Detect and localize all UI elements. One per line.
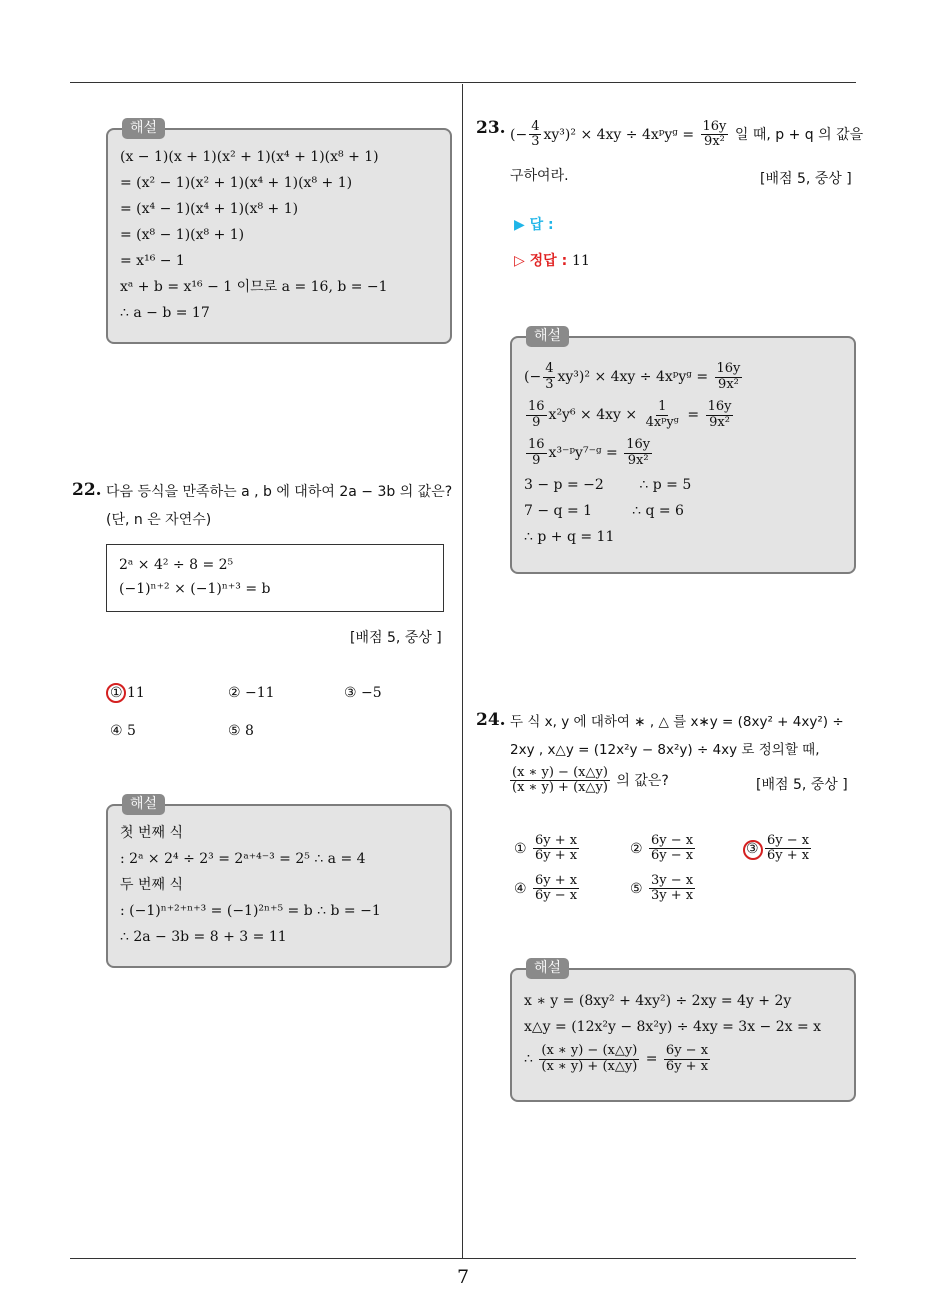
q22-number: 22.	[72, 480, 102, 500]
q23-correct-answer	[514, 250, 590, 270]
solution-tag: 해설	[122, 794, 165, 815]
q22-choice-3[interactable]: ③ −5	[344, 685, 382, 701]
top-rule	[70, 82, 856, 83]
solution-line: : 2ᵃ × 2⁴ ÷ 2³ = 2ᵃ⁺⁴⁻³ = 2⁵ ∴ a = 4	[120, 851, 366, 867]
solution-line: ∴ 2a − 3b = 8 + 3 = 11	[120, 929, 287, 945]
solution-line: (− $\frac{4}{3}$ xy³)² × 4xy ÷ 4xᵖyᵍ = $\frac{16y}{\text{9x²}}$	[524, 361, 741, 392]
q23-frac-b: $\frac{16y}{\text{9x²}}$	[702, 119, 727, 150]
q23-solution-box	[510, 328, 856, 574]
solution-line: ∴ a − b = 17	[120, 305, 210, 321]
solution-line: 첫 번째 식	[120, 825, 183, 841]
q22-condition-2: (−1)ⁿ⁺² × (−1)ⁿ⁺³ = b	[119, 581, 271, 597]
q22-choice-2[interactable]: ② −11	[228, 685, 275, 701]
q22-score: [배점 5, 중상 ]	[350, 630, 442, 646]
solution-line: = x¹⁶ − 1	[120, 253, 185, 269]
q23-mid: × 4xy ÷ 4xᵖyᵍ =	[580, 126, 695, 143]
page-number: 7	[456, 1266, 470, 1288]
q23-text	[510, 119, 864, 150]
q24-text-line3	[508, 766, 669, 796]
solution-line: ∴ p + q = 11	[524, 529, 615, 545]
q24-score: [배점 5, 중상 ]	[756, 777, 848, 793]
solution-line: (x − 1)(x + 1)(x² + 1)(x⁴ + 1)(x⁸ + 1)	[120, 149, 379, 165]
q24-text-line1: 두 식 x, y 에 대하여 ∗ , △ 를 x∗y = (8xy² + 4xy²) ÷	[510, 714, 844, 730]
q22-condition-box	[106, 544, 444, 612]
q23-text-line2: 구하여라.	[510, 168, 569, 184]
q24-choice-5[interactable]: ⑤ $\frac{3y - x}{3y + x}$	[630, 873, 694, 904]
solution-line: xᵃ + b = x¹⁶ − 1 이므로 a = 16, b = −1	[120, 279, 388, 295]
q24-text-tail: 의 값은?	[616, 772, 669, 789]
solution-line: : (−1)ⁿ⁺²⁺ⁿ⁺³ = (−1)²ⁿ⁺⁵ = b ∴ b = −1	[120, 903, 381, 919]
solution-tag: 해설	[526, 958, 569, 979]
q23-answer-label: ▶ 답 :	[514, 217, 554, 233]
solution-line: 7 − q = 1 ∴ q = 6	[524, 503, 684, 519]
q22-text-line2: (단, n 은 자연수)	[106, 512, 212, 528]
q24-text-line2: 2xy , x△y = (12x²y − 8x²y) ÷ 4xy 로 정의할 때,	[510, 742, 820, 758]
column-divider	[462, 84, 463, 1258]
solution-line: x△y = (12x²y − 8x²y) ÷ 4xy = 3x − 2x = x	[524, 1019, 822, 1035]
solution-line: x ∗ y = (8xy² + 4xy²) ÷ 2xy = 4y + 2y	[524, 993, 792, 1009]
solution-line: = (x⁴ − 1)(x⁴ + 1)(x⁸ + 1)	[120, 201, 299, 217]
q22-choice-5[interactable]: ⑤ 8	[228, 723, 254, 739]
q24-choice-4[interactable]: ④ $\frac{6y + x}{6y - x}$	[514, 873, 578, 904]
solution-line: $\frac{16}{9}$ x³⁻ᵖy⁷⁻ᵍ = $\frac{16y}{\text{9x²}}$	[528, 437, 651, 468]
q23-term: xy³)²	[543, 126, 576, 143]
q24-solution-box	[510, 960, 856, 1102]
correct-value: 11	[572, 253, 590, 269]
q24-choice-1[interactable]: ① $\frac{6y + x}{6y + x}$	[514, 833, 578, 864]
q23-lead: (−	[510, 126, 528, 143]
q22-text	[106, 478, 456, 534]
q22-choice-4[interactable]: ④ 5	[110, 723, 136, 739]
solution-tag: 해설	[122, 118, 165, 139]
q23-score: [배점 5, 중상 ]	[760, 171, 852, 187]
solution-line: $\frac{16}{9}$ x²y⁶ × 4xy × $\frac{1}{\text{4xᵖyᵍ}}$ = $\frac{16y}{\text{9x²}}$	[528, 399, 732, 430]
q23-text-tail: 일 때, p + q 의 값을	[734, 126, 864, 143]
q22-text-line1: 다음 등식을 만족하는 a , b 에 대하여 2a − 3b 의 값은?	[106, 484, 453, 500]
q23-frac-a: $\frac{4}{3}$	[531, 119, 540, 150]
solution-line: 두 번째 식	[120, 877, 183, 893]
q24-choice-3[interactable]: ③ $\frac{6y - x}{6y + x}$	[746, 833, 810, 864]
solution-line: = (x² − 1)(x² + 1)(x⁴ + 1)(x⁸ + 1)	[120, 175, 353, 191]
correct-label: ▷ 정답 :	[514, 253, 568, 269]
q22-condition-1: 2ᵃ × 4² ÷ 8 = 2⁵	[119, 557, 234, 573]
solution-line: ∴ $\frac{(x ∗ y) - (x\triangle y)}{(x ∗ y) + (x\triangle y)}$ = $\frac{6y - x}{6y + x}$	[524, 1043, 709, 1074]
q24-choice-2[interactable]: ② $\frac{6y - x}{6y - x}$	[630, 833, 694, 864]
solution-line: = (x⁸ − 1)(x⁸ + 1)	[120, 227, 245, 243]
bottom-rule	[70, 1258, 856, 1259]
q21-solution-box	[106, 120, 452, 344]
q22-choice-1[interactable]: ① 11	[110, 685, 145, 701]
solution-line: 3 − p = −2 ∴ p = 5	[524, 477, 692, 493]
q24-number: 24.	[476, 710, 506, 730]
solution-tag: 해설	[526, 326, 569, 347]
q23-number: 23.	[476, 118, 506, 138]
q24-fraction: $\frac{(x ∗ y) - (x\triangle y)}{(x ∗ y) + (x\triangle y)}$	[512, 765, 608, 796]
q22-solution-box	[106, 796, 452, 968]
